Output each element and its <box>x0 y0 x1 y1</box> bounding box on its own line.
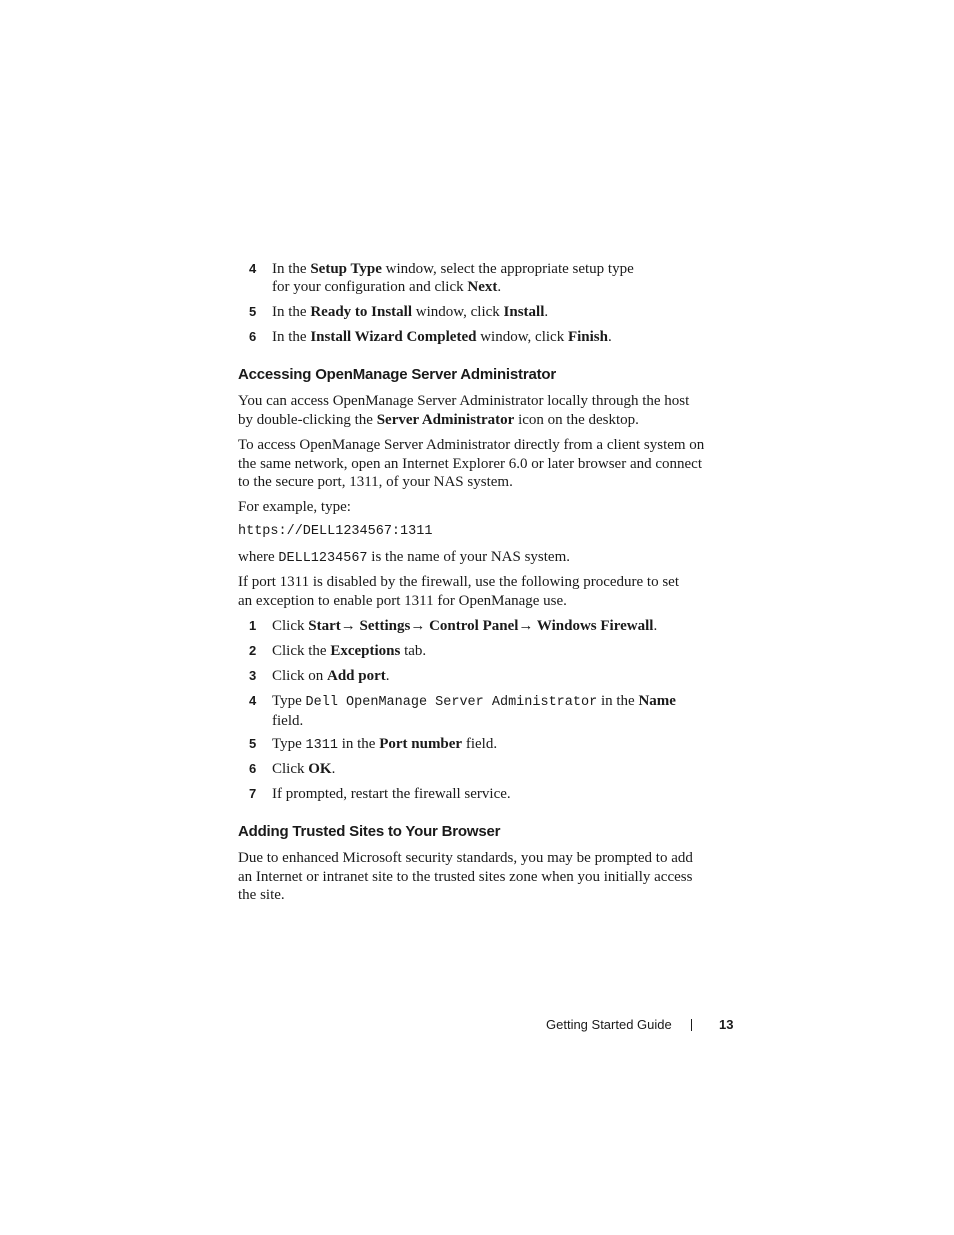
step-text: Click the Exceptions tab. <box>272 643 427 659</box>
paragraph-remote-access: To access OpenManage Server Administrator directly from a client system on the same network, open an Internet Explorer 6.0 or later browser and connect to the secure port, 1311, of your NAS system. <box>238 437 705 490</box>
arrow-icon: → <box>518 618 534 634</box>
paragraph-where: where DELL1234567 is the name of your NAS system. <box>238 549 571 566</box>
step-text: Click OK. <box>272 761 336 777</box>
code-system-name: DELL1234567 <box>278 551 368 566</box>
ui-term: Setup Type <box>310 261 382 277</box>
ui-term: OK <box>308 761 332 777</box>
ui-term: Ready to Install <box>310 304 413 320</box>
step-setup-type <box>249 260 739 296</box>
ui-term: Add port <box>327 668 386 684</box>
code-service-name: Dell OpenManage Server Administrator <box>305 695 598 710</box>
footer-guide-title: Getting Started Guide <box>546 1017 672 1032</box>
step-text: If prompted, restart the firewall service. <box>272 786 511 802</box>
step-number: 5 <box>249 736 257 751</box>
ui-term: Install Wizard Completed <box>310 329 477 345</box>
step-text: In the Ready to Install window, click Install. <box>272 304 549 320</box>
footer-divider <box>691 1019 692 1031</box>
step-ready-to-install <box>249 303 739 321</box>
arrow-icon: → <box>340 618 356 634</box>
step-number: 5 <box>249 304 257 319</box>
arrow-icon: → <box>410 618 426 634</box>
step-text: Click Start→ Settings→ Control Panel→ Windows Firewall. <box>272 618 658 634</box>
ui-term: Next <box>467 279 498 295</box>
ui-term: Port number <box>379 736 463 752</box>
step-open-windows-firewall <box>249 617 739 635</box>
step-text: In the Install Wizard Completed window, click Finish. <box>272 329 612 345</box>
step-add-port <box>249 667 739 685</box>
step-number: 4 <box>249 261 257 276</box>
step-type-name <box>249 692 739 730</box>
ui-term: Install <box>503 304 545 320</box>
page-number: 13 <box>719 1017 734 1032</box>
step-number: 6 <box>249 761 257 776</box>
section-heading-accessing-omsa: Accessing OpenManage Server Administrator <box>238 366 557 383</box>
step-text: Click on Add port. <box>272 668 390 684</box>
ui-term: Exceptions <box>330 643 401 659</box>
code-url-example: https://DELL1234567:1311 <box>238 524 433 539</box>
step-number: 4 <box>249 693 257 708</box>
step-exceptions-tab <box>249 642 739 660</box>
ui-term: Finish <box>567 329 608 345</box>
step-text: Type 1311 in the Port number field. <box>272 736 498 753</box>
step-restart-firewall <box>249 785 739 803</box>
step-number: 1 <box>249 618 257 633</box>
step-number: 3 <box>249 668 257 683</box>
section-heading-trusted-sites: Adding Trusted Sites to Your Browser <box>238 823 501 840</box>
code-port: 1311 <box>305 738 338 753</box>
ui-term: Control Panel <box>425 618 519 634</box>
ui-term: Windows Firewall <box>533 618 654 634</box>
paragraph-trusted-sites: Due to enhanced Microsoft security standards, you may be prompted to add an Internet or intranet site to the trusted sites zone when you initially access the site. <box>238 850 693 903</box>
step-click-ok <box>249 760 739 778</box>
paragraph-firewall-intro: If port 1311 is disabled by the firewall, use the following procedure to set an exception to enable port 1311 for OpenManage use. <box>238 574 679 609</box>
step-install-wizard-completed <box>249 328 739 346</box>
step-number: 7 <box>249 786 257 801</box>
step-text: Type Dell OpenManage Server Administrator in the Name field. <box>272 693 676 729</box>
ui-term: Server Administrator <box>376 411 515 428</box>
ui-term: Name <box>638 693 676 709</box>
paragraph-example: For example, type: <box>238 499 351 515</box>
step-number: 6 <box>249 329 257 344</box>
step-type-port <box>249 735 739 755</box>
step-number: 2 <box>249 643 257 658</box>
ui-term: Settings <box>355 618 411 634</box>
paragraph-local-access: You can access OpenManage Server Administrator locally through the host by double-clicking the Server Administrator icon on the desktop. <box>238 393 690 428</box>
ui-term: Start <box>308 618 341 634</box>
step-text: In the Setup Type window, select the appropriate setup type for your configuration and click Next. <box>272 261 634 295</box>
